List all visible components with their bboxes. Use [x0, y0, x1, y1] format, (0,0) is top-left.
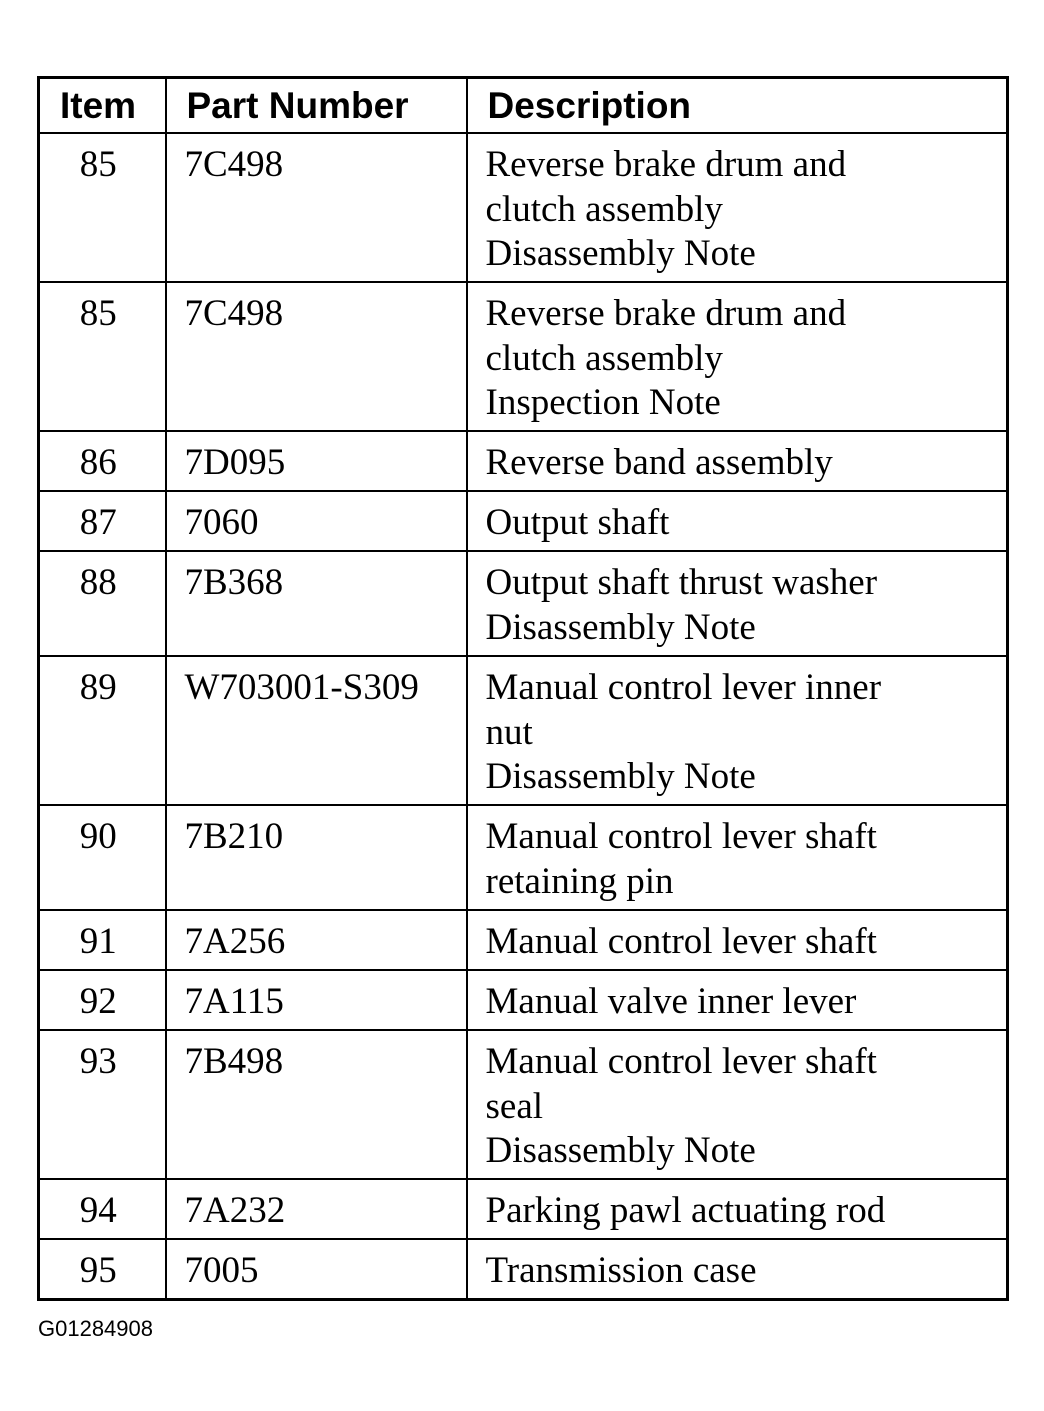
part-number: 7A256 [166, 910, 467, 970]
description-line: Reverse band assembly [485, 442, 833, 483]
description [467, 1239, 1008, 1299]
description [467, 1030, 1008, 1179]
part-number: 7C498 [166, 282, 467, 431]
item-number: 90 [39, 805, 166, 910]
description-line: Disassembly Note [485, 606, 756, 648]
part-number: 7A115 [166, 970, 467, 1030]
description-line: Transmission case [485, 1250, 757, 1291]
description-line: retaining pin [485, 860, 674, 902]
description-line: Output shaft [485, 502, 670, 543]
part-number: 7B498 [166, 1030, 467, 1179]
description-line: Reverse brake drum and [485, 293, 847, 334]
description [467, 1179, 1008, 1239]
item-number: 86 [39, 431, 166, 491]
description-line: Reverse brake drum and [485, 144, 847, 185]
item-number: 85 [39, 282, 166, 431]
table-row [39, 282, 1008, 431]
parts-table [37, 76, 1009, 1301]
description [467, 431, 1008, 491]
table-row [39, 805, 1008, 910]
part-number: 7B368 [166, 551, 467, 656]
description [467, 491, 1008, 551]
description [467, 133, 1008, 282]
description-line: Manual valve inner lever [485, 981, 857, 1022]
description-line: nut [485, 711, 533, 753]
description [467, 656, 1008, 805]
description-line: Disassembly Note [485, 1130, 756, 1171]
item-number: 93 [39, 1030, 166, 1179]
header-item: Item [39, 78, 166, 134]
table-row [39, 133, 1008, 282]
part-number: W703001-S309 [166, 656, 467, 805]
description [467, 282, 1008, 431]
item-number: 95 [39, 1239, 166, 1299]
description [467, 910, 1008, 970]
header-row [39, 78, 1008, 134]
part-number: 7B210 [166, 805, 467, 910]
description-line: clutch assembly [485, 337, 723, 379]
table-row [39, 910, 1008, 970]
description [467, 970, 1008, 1030]
table-row [39, 656, 1008, 805]
item-number: 89 [39, 656, 166, 805]
description-line: Parking pawl actuating rod [485, 1190, 886, 1231]
header-description: Description [467, 78, 1008, 134]
header-part-number: Part Number [166, 78, 467, 134]
description-line: Manual control lever shaft [485, 921, 877, 962]
table-row [39, 551, 1008, 656]
description-line: Disassembly Note [485, 233, 756, 274]
description-line: Disassembly Note [485, 756, 756, 797]
part-number: 7D095 [166, 431, 467, 491]
part-number: 7A232 [166, 1179, 467, 1239]
item-number: 94 [39, 1179, 166, 1239]
description-line: clutch assembly [485, 188, 723, 230]
description-line: Manual control lever inner [485, 667, 882, 708]
table-row [39, 970, 1008, 1030]
item-number: 92 [39, 970, 166, 1030]
description-line: Output shaft thrust washer [485, 562, 878, 603]
table-row [39, 431, 1008, 491]
description [467, 551, 1008, 656]
table-row [39, 1179, 1008, 1239]
description [467, 805, 1008, 910]
description-line: Inspection Note [485, 382, 721, 423]
item-number: 85 [39, 133, 166, 282]
table-row [39, 1239, 1008, 1299]
part-number: 7005 [166, 1239, 467, 1299]
item-number: 91 [39, 910, 166, 970]
description-line: seal [485, 1085, 544, 1127]
item-number: 88 [39, 551, 166, 656]
description-line: Manual control lever shaft [485, 1041, 877, 1082]
table-row [39, 491, 1008, 551]
item-number: 87 [39, 491, 166, 551]
part-number: 7C498 [166, 133, 467, 282]
description-line: Manual control lever shaft [485, 816, 877, 857]
table-row [39, 1030, 1008, 1179]
figure-id: G01284908 [38, 1316, 153, 1341]
part-number: 7060 [166, 491, 467, 551]
